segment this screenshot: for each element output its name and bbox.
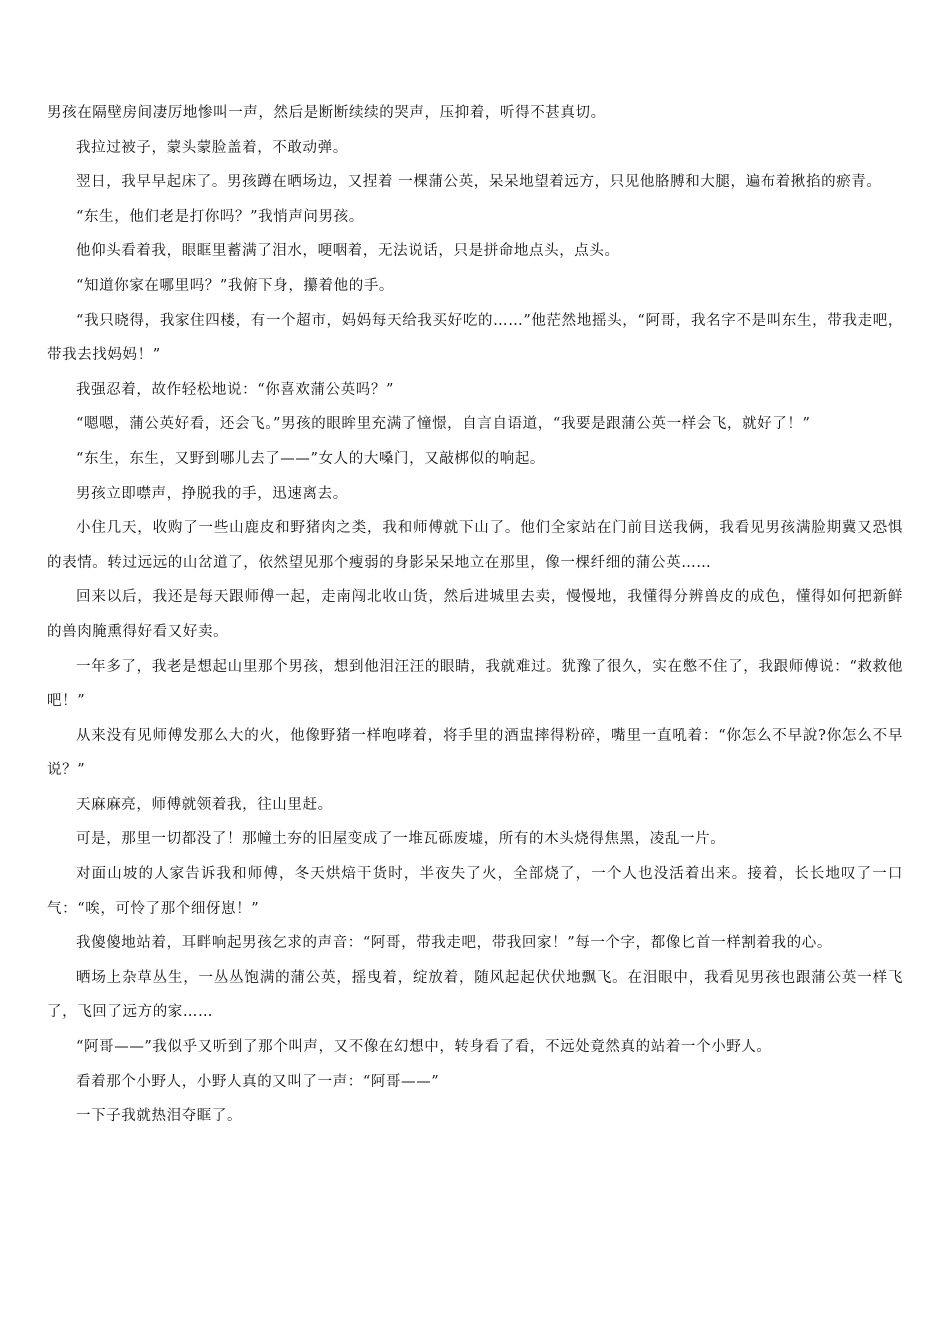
paragraph: 我傻傻地站着，耳畔响起男孩乞求的声音：“阿哥，带我走吧，带我回家！”每一个字，都像匕首一样割着我的心。: [76, 935, 832, 952]
paragraph: 我拉过被子，蒙头蒙脸盖着，不敢动弹。: [76, 139, 348, 156]
paragraph: “嗯嗯，蒲公英好看，还会飞。”男孩的眼眸里充满了憧憬，自言自语道，“我要是跟蒲公英一样会飞，就好了！”: [76, 416, 811, 433]
paragraph: “我只晓得，我家住四楼，有一个超市，妈妈每天给我买好吃的……”他茫然地摇头，“阿哥，我名字不是叫东生，带我走吧，带我去找妈妈！”: [47, 312, 903, 364]
paragraph: 从来没有见师傅发那么大的火，他像野猪一样咆哮着，将手里的酒盅摔得粉碎，嘴里一直吼着：“你怎么不早說?你怎么不早说？”: [47, 727, 903, 779]
paragraph: 天麻麻亮，师傅就领着我，往山里赶。: [76, 796, 333, 813]
paragraph: 小住几天，收购了一些山鹿皮和野猪肉之类，我和师傅就下山了。他们全家站在门前目送我俩，我看见男孩满脸期冀又恐惧的表情。转过远远的山岔道了，依然望见那个瘦弱的身影呆呆地立在那里，像一棵纤细的蒲公英……: [47, 520, 903, 571]
story-text: [47, 96, 903, 1134]
paragraph: 男孩立即噤声，挣脱我的手，迅速离去。: [76, 485, 348, 502]
paragraph: “知道你家在哪里吗？”我俯下身，攥着他的手。: [76, 277, 395, 294]
paragraph: 一年多了，我老是想起山里那个男孩，想到他泪汪汪的眼睛，我就难过。犹豫了很久，实在憋不住了，我跟师傅说：“救救他吧！”: [47, 658, 903, 710]
paragraph: 晒场上杂草丛生，一丛丛饱满的蒲公英，摇曳着，绽放着，随风起起伏伏地飘飞。在泪眼中，我看见男孩也跟蒲公英一样飞了，飞回了远方的家……: [47, 969, 903, 1021]
paragraph: 一下子我就热泪夺眶了。: [76, 1108, 243, 1125]
paragraph: 看着那个小野人，小野人真的又叫了一声：“阿哥——”: [76, 1073, 440, 1090]
paragraph: 对面山坡的人家告诉我和师傅，冬天烘焙干货时，半夜失了火，全部烧了，一个人也没活着出来。接着，长长地叹了一口气：“唉，可怜了那个细伢崽！”: [47, 866, 903, 917]
paragraph: 男孩在隔壁房间凄厉地惨叫一声，然后是断断续续的哭声，压抑着，听得不甚真切。: [47, 105, 606, 121]
paragraph: “阿哥——”我似乎又听到了那个叫声，又不像在幻想中，转身看了看，不远处竟然真的站着一个小野人。: [76, 1039, 772, 1056]
paragraph: 他仰头看着我，眼眶里蓄满了泪水，哽咽着，无法说话，只是拼命地点头，点头。: [76, 243, 620, 260]
paragraph: 我强忍着，故作轻松地说：“你喜欢蒲公英吗？”: [76, 381, 395, 398]
paragraph: 回来以后，我还是每天跟师傅一起，走南闯北收山货，然后进城里去卖，慢慢地，我懂得分辨兽皮的成色，懂得如何把新鲜的兽肉腌熏得好看又好卖。: [47, 589, 903, 640]
paragraph: 可是，那里一切都没了！那幢土夯的旧屋变成了一堆瓦砾废墟，所有的木头烧得焦黑，凌乱一片。: [76, 831, 726, 848]
paragraph: “东生，他们老是打你吗？”我悄声问男孩。: [76, 208, 364, 225]
paragraph: 翌日，我早早起床了。男孩蹲在晒场边，又捏着 一棵蒲公英，呆呆地望着远方，只见他胳膊和大腿，遍布着揪掐的瘀青。: [76, 174, 882, 191]
paragraph: “东生，东生，又野到哪儿去了——”女人的大嗓门，又敲梆似的响起。: [76, 450, 546, 467]
